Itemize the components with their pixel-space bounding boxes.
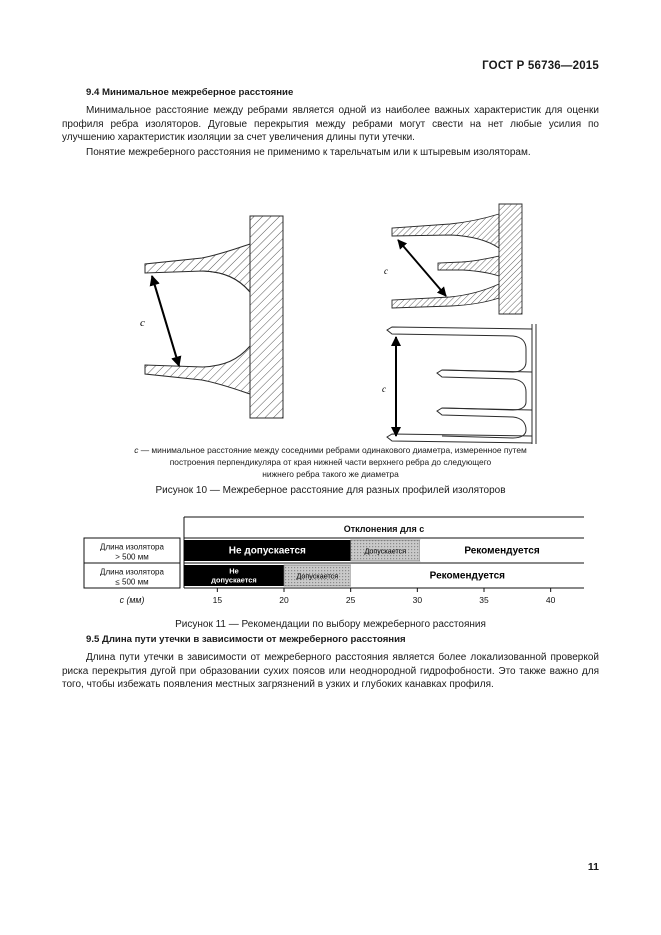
chart-bar-label-1-2: Рекомендуется <box>464 545 540 557</box>
dimension-label-left: c <box>140 317 145 329</box>
chart-category-label-2-line-1: Длина изолятора <box>100 567 164 577</box>
figure-10-note-line-1 <box>62 444 599 456</box>
dimension-arrow-left <box>152 276 179 366</box>
insulator-profile-right-top <box>384 204 522 314</box>
insulator-profile-right-bottom <box>382 324 536 444</box>
figure-11-recommendation-chart <box>84 516 584 614</box>
chart-category-label-2-line-2: ≤ 500 мм <box>115 577 149 587</box>
chart-xtick-label-35: 35 <box>479 595 489 605</box>
document-standard-header: ГОСТ Р 56736—2015 <box>482 60 599 72</box>
chart-bar-label-2-0-line-1: Не <box>229 566 239 576</box>
chart-xaxis-title: c (мм) <box>119 595 145 605</box>
section-9-4-paragraph-2: Понятие межреберного расстояния не применимо к тарельчатым или к штыревым изоляторам. <box>86 146 531 158</box>
figure-10-symbol-c: c <box>134 445 139 455</box>
figure-10-note-line-2: построения перпендикуляра от края нижней части верхнего ребра до следующего <box>169 457 492 467</box>
figure-10-note-line-3: нижнего ребра такого же диаметра <box>262 469 399 479</box>
page-number: 11 <box>587 861 599 873</box>
section-9-5-heading: 9.5 Длина пути утечки в зависимости от межреберного расстояния <box>86 634 406 645</box>
dimension-label-right-top: c <box>384 266 388 276</box>
chart-xtick-label-25: 25 <box>345 595 356 605</box>
chart-xtick-label-20: 20 <box>279 595 289 605</box>
chart-bar-label-2-1: Допускается <box>296 571 339 581</box>
chart-xtick-label-30: 30 <box>412 595 423 605</box>
section-9-4-heading: 9.4 Минимальное межреберное расстояние <box>86 87 294 98</box>
chart-category-label-1-line-1: Длина изолятора <box>100 542 164 552</box>
section-9-4-paragraph-1: Минимальное расстояние между ребрами является одной из наиболее важных характеристик для оценки профиля ребра изоляторов. Дуговые перекрытия между ребрами могут свести на нет любые усилия по улучшению характеристик изоляции за счет увеличения длины пути утечки. <box>62 105 599 144</box>
chart-bar-label-1-1: Допускается <box>364 546 407 556</box>
chart-xtick-label-15: 15 <box>212 595 223 605</box>
figure-10-caption: Рисунок 10 — Межреберное расстояние для разных профилей изоляторов <box>155 485 506 496</box>
chart-bar-label-2-2: Рекомендуется <box>429 570 505 582</box>
figure-10-note <box>62 444 599 480</box>
figure-10-insulator-profiles <box>62 196 599 444</box>
insulator-profile-left <box>140 216 283 418</box>
figure-10-note-text-1: — минимальное расстояние между соседними ребрами одинакового диаметра, измеренное путем <box>138 445 527 455</box>
section-9-5-paragraph-1: Длина пути утечки в зависимости от межреберного расстояния является более локализованной проверкой риска перекрытия дугой при образовании сухих поясов или неоднородной гидрофобности. Это также важно для того, чтобы избежать появления местных загрязнений в узких и глубоких канавках профиля. <box>62 652 599 691</box>
section-9-5 <box>62 633 599 693</box>
chart-category-label-1-line-2: > 500 мм <box>115 552 149 562</box>
chart-title-deviations-for-c: Отклонения для с <box>343 524 425 534</box>
chart-xtick-label-40: 40 <box>545 595 556 605</box>
chart-bar-label-2-0-line-2: допускается <box>211 575 257 585</box>
section-9-4 <box>62 86 599 160</box>
dimension-label-right-bottom: c <box>382 384 386 394</box>
chart-bar-label-1-0: Не допускается <box>228 545 306 557</box>
figure-11-caption: Рисунок 11 — Рекомендации по выбору межреберного расстояния <box>175 619 486 630</box>
